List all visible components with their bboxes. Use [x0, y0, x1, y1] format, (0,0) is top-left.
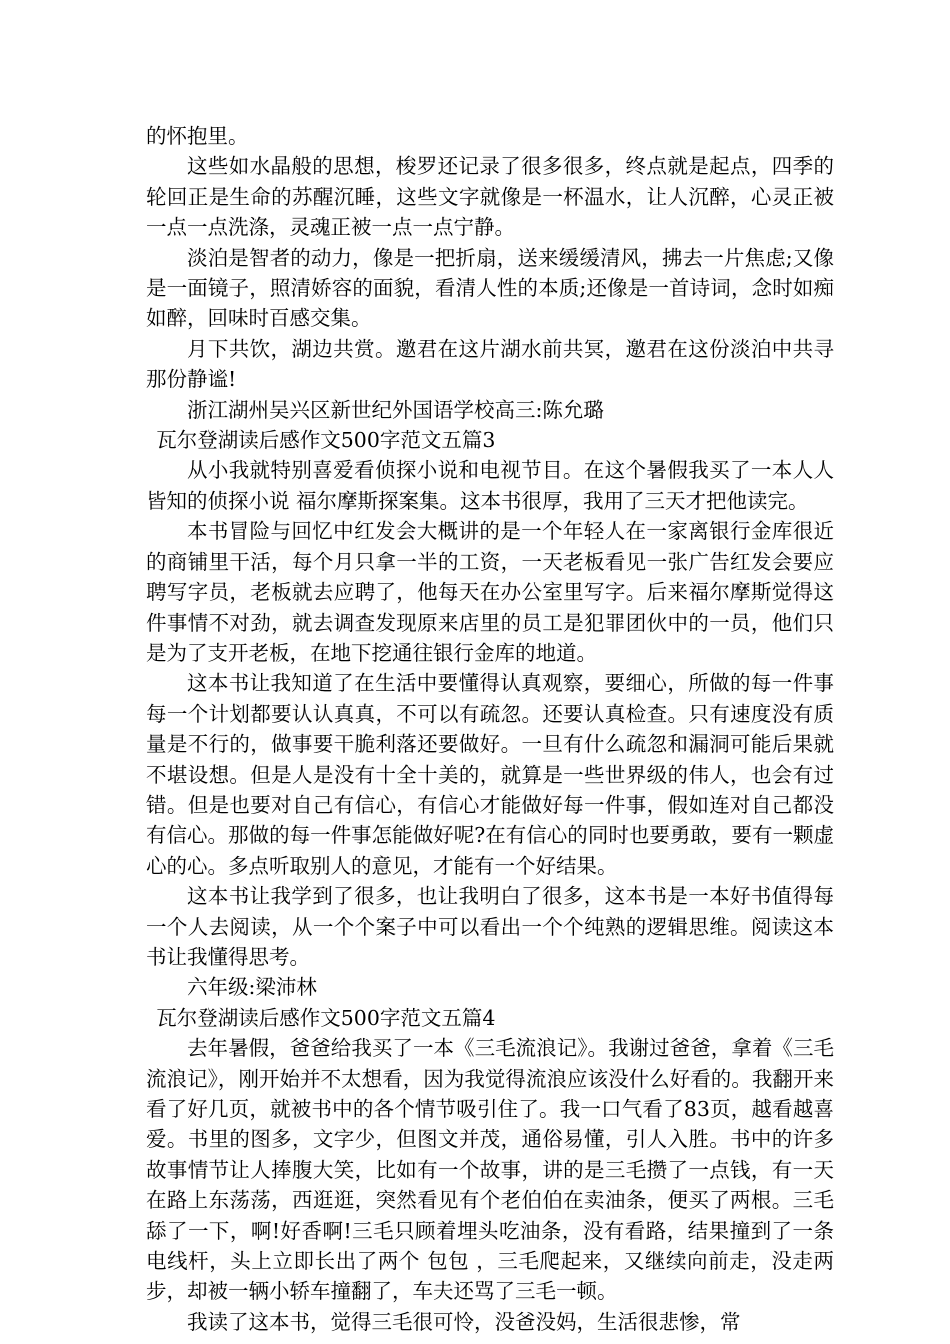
paragraph: 淡泊是智者的动力，像是一把折扇，送来缓缓清风，拂去一片焦虑;又像是一面镜子，照清娇容的面貌，看清人性的本质;还像是一首诗词，念时如痴如醉，回味时百感交集。 — [146, 245, 834, 331]
paragraph: 月下共饮，湖边共赏。邀君在这片湖水前共冥，邀君在这份淡泊中共寻那份静谧! — [146, 336, 834, 392]
paragraph: 这本书让我知道了在生活中要懂得认真观察，要细心，所做的每一件事每一个计划都要认认真真，不可以有疏忽。还要认真检查。只有速度没有质量是不行的，做事要干脆利落还要做好。一旦有什么疏忽和漏洞可能后果就不堪设想。但是人是没有十全十美的，就算是一些世界级的伟人，也会有过错。但是也要对自己有信心，有信心才能做好每一件事，假如连对自己都没有信心。那做的每一件事怎能做好呢?在有信心的同时也要勇敢，要有一颗虚心的心。多点听取别人的意见，才能有一个好结果。 — [146, 671, 834, 878]
paragraph: 从小我就特别喜爱看侦探小说和电视节目。在这个暑假我买了一本人人皆知的侦探小说 福尔摩斯探案集。这本书很厚，我用了三天才把他读完。 — [146, 458, 834, 513]
paragraph: 我读了这本书，觉得三毛很可怜，没爸没妈，生活很悲惨，常 — [187, 1309, 741, 1334]
paragraph: 去年暑假，爸爸给我买了一本《三毛流浪记》。我谢过爸爸，拿着《三毛流浪记》，刚开始并不太想看，因为我觉得流浪应该没什么好看的。我翻开来看了好几页，就被书中的各个情节吸引住了。我一口气看了83页，越看越喜爱。书里的图多，文字少，但图文并茂，通俗易懂，引人入胜。书中的许多故事情节让人捧腹大笑，比如有一个故事，讲的是三毛攒了一点钱，有一天在路上东荡荡，西逛逛，突然看见有个老伯伯在卖油条，便买了两根。三毛舔了一下，啊!好香啊!三毛只顾着埋头吃油条，没有看路，结果撞到了一条电线杆，头上立即长出了两个 包包 ，三毛爬起来，又继续向前走，没走两步，却被一辆小轿车撞翻了，车夫还骂了三毛一顿。 — [146, 1036, 834, 1304]
paragraph: 这些如水晶般的思想，梭罗还记录了很多很多，终点就是起点，四季的轮回正是生命的苏醒沉睡，这些文字就像是一杯温水，让人沉醉，心灵正被一点一点洗涤，灵魂正被一点一点宁静。 — [146, 154, 834, 240]
paragraph: 本书冒险与回忆中红发会大概讲的是一个年轻人在一家离银行金库很近的商铺里干活，每个月只拿一半的工资，一天老板看见一张广告红发会要应聘写字员，老板就去应聘了，他每天在办公室里写字。后来福尔摩斯觉得这件事情不对劲，就去调查发现原来店里的员工是犯罪团伙中的一员，他们只是为了支开老板，在地下挖通往银行金库的地道。 — [146, 519, 834, 665]
paragraph: 的怀抱里。 — [146, 124, 249, 148]
author-signature: 浙江湖州吴兴区新世纪外国语学校高三:陈允璐 — [187, 397, 604, 422]
author-signature: 六年级:梁沛林 — [187, 975, 317, 1000]
section-heading: 瓦尔登湖读后感作文500字范文五篇4 — [156, 1005, 496, 1030]
document-page — [146, 121, 834, 1337]
section-heading: 瓦尔登湖读后感作文500字范文五篇3 — [156, 428, 496, 453]
paragraph: 这本书让我学到了很多，也让我明白了很多，这本书是一本好书值得每一个人去阅读，从一个个案子中可以看出一个个纯熟的逻辑思维。阅读这本书让我懂得思考。 — [146, 884, 834, 969]
